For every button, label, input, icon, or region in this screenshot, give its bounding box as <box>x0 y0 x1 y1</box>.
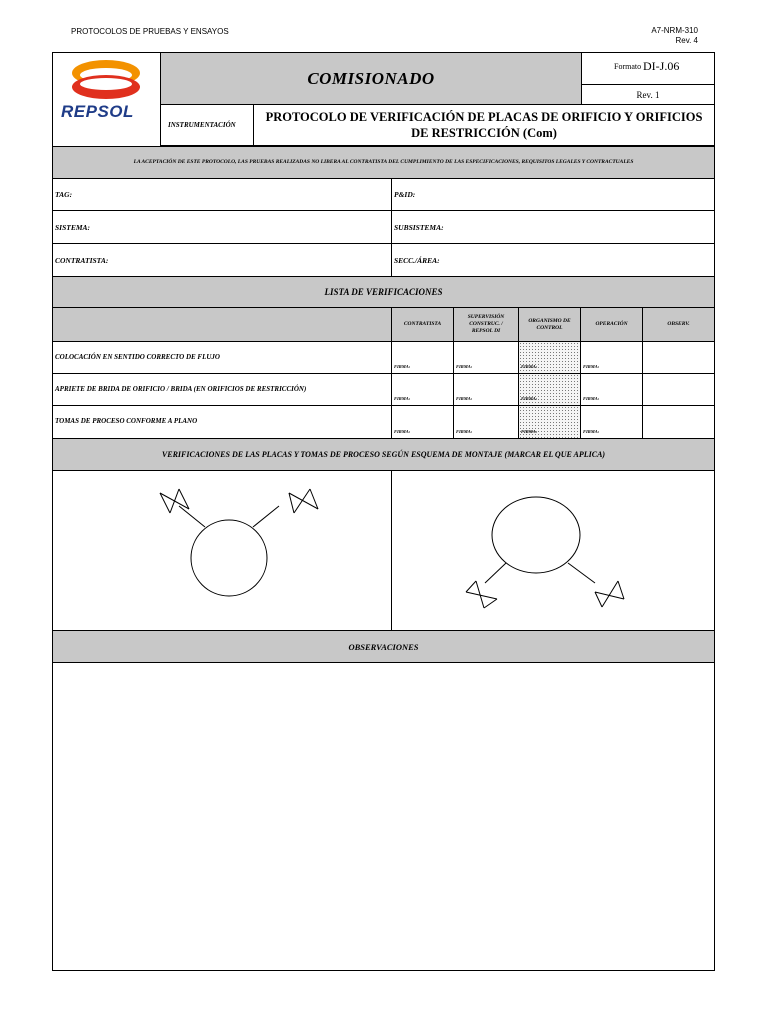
col-organismo-line-2: CONTROL <box>536 324 563 331</box>
acceptance-notice <box>52 146 715 179</box>
firma-label: FIRMA: <box>583 429 600 434</box>
col-supervision-line-3: REPSOL DI <box>471 328 501 334</box>
firma-label: FIRMA: <box>394 364 411 369</box>
signature-cell-supervision[interactable] <box>453 373 519 406</box>
firma-label: FIRMA: <box>456 364 473 369</box>
contratista-field[interactable] <box>52 243 392 277</box>
title-main-cell <box>160 52 582 105</box>
subsistema-field[interactable] <box>391 210 715 244</box>
format-cell <box>581 52 715 85</box>
pid-field[interactable] <box>391 178 715 211</box>
signature-cell-contratista[interactable] <box>391 405 454 439</box>
observations-title: OBSERVACIONES <box>348 641 419 652</box>
col-contratista-label: CONTRATISTA <box>403 321 442 327</box>
firma-label: FIRMA: <box>583 364 600 369</box>
col-header-contratista <box>391 307 454 342</box>
observ-cell[interactable] <box>642 341 715 374</box>
tag-field[interactable] <box>52 178 392 211</box>
tag-label: TAG: <box>55 190 73 199</box>
document-header-title: PROTOCOLOS DE PRUEBAS Y ENSAYOS <box>71 27 229 36</box>
firma-label: FIRMA: <box>394 396 411 401</box>
firma-label: FIRMA: <box>521 396 538 401</box>
checklist-title: LISTA DE VERIFICACIONES <box>324 287 443 297</box>
firma-label: FIRMA: <box>583 396 600 401</box>
signature-cell-supervision[interactable] <box>453 341 519 374</box>
document-code: A7-NRM-310 <box>651 26 698 35</box>
sistema-label: SISTEMA: <box>55 222 91 232</box>
checklist-row-3-label <box>52 405 392 439</box>
signature-cell-organismo[interactable] <box>518 405 581 439</box>
subsistema-label: SUBSISTEMA: <box>394 222 444 232</box>
pid-label: P&ID: <box>394 190 416 199</box>
checklist-header-blank <box>52 307 392 342</box>
signature-cell-organismo[interactable] <box>518 373 581 406</box>
signature-cell-organismo[interactable] <box>518 341 581 374</box>
col-supervision-line-1: SUPERVISIÓN <box>467 314 505 320</box>
observ-cell[interactable] <box>642 373 715 406</box>
firma-label: FIRMA: <box>456 429 473 434</box>
contratista-label: CONTRATISTA: <box>55 255 109 265</box>
sistema-field[interactable] <box>52 210 392 244</box>
checklist-item-label: APRIETE DE BRIDA DE ORIFICIO / BRIDA (EN ORIFICIOS DE RESTRICCIÓN) <box>55 385 307 393</box>
diagram-panel-bottom-taps[interactable] <box>391 470 715 631</box>
discipline-cell <box>160 104 254 146</box>
secc-area-field[interactable] <box>391 243 715 277</box>
firma-label: FIRMA: <box>456 396 473 401</box>
col-header-observ <box>642 307 715 342</box>
format-revision: Rev. 1 <box>636 89 660 100</box>
signature-cell-operacion[interactable] <box>580 373 643 406</box>
orifice-plate-bottom-taps-diagram <box>392 471 714 630</box>
diagram-section-title-cell <box>52 438 715 471</box>
protocol-title-line-1: PROTOCOLO DE VERIFICACIÓN DE PLACAS DE ORIFICIO Y ORIFICIOS <box>265 110 703 124</box>
firma-label: FIRMA: <box>521 364 538 369</box>
firma-label: FIRMA: <box>521 429 538 434</box>
diagram-section-title: VERIFICACIONES DE LAS PLACAS Y TOMAS DE PROCESO SEGÚN ESQUEMA DE MONTAJE (MARCAR EL QUE APLICA) <box>161 450 606 459</box>
observations-area[interactable] <box>52 662 715 971</box>
orifice-plate-top-taps-diagram <box>53 471 391 630</box>
signature-cell-contratista[interactable] <box>391 373 454 406</box>
observations-title-cell <box>52 630 715 663</box>
col-organismo-line-1: ORGANISMO DE <box>528 317 571 324</box>
document-revision: Rev. 4 <box>675 36 698 45</box>
acceptance-notice-text: LA ACEPTACIÓN DE ESTE PROTOCOLO, LAS PRUEBAS REALIZADAS NO LIBERA AL CONTRATISTA DEL CUMPLIMIENTO DE LAS ESPECIFICACIONES, REQUISITOS LEGALES Y CONTRACTUALES <box>133 159 634 165</box>
repsol-logo-text: REPSOL <box>61 102 134 121</box>
document-code-block <box>651 26 698 46</box>
signature-cell-operacion[interactable] <box>580 405 643 439</box>
checklist-item-label: TOMAS DE PROCESO CONFORME A PLANO <box>55 417 198 425</box>
secc-area-label: SECC./ÁREA: <box>394 255 440 265</box>
observ-cell[interactable] <box>642 405 715 439</box>
col-header-organismo <box>518 307 581 342</box>
signature-cell-supervision[interactable] <box>453 405 519 439</box>
checklist-row-1-label <box>52 341 392 374</box>
format-label: Formato <box>614 62 642 71</box>
firma-label: FIRMA: <box>394 429 411 434</box>
col-operacion-label: OPERACIÓN <box>595 321 628 327</box>
checklist-row-2-label <box>52 373 392 406</box>
col-observ-label: OBSERV. <box>667 321 690 327</box>
col-header-supervision <box>453 307 519 342</box>
col-supervision-line-2: CONSTRUC. / <box>469 321 503 327</box>
protocol-title-cell <box>253 104 715 146</box>
discipline-label: INSTRUMENTACIÓN <box>168 121 236 129</box>
signature-cell-contratista[interactable] <box>391 341 454 374</box>
format-rev-cell <box>581 84 715 105</box>
checklist-title-cell <box>52 276 715 308</box>
diagram-panel-top-taps[interactable] <box>52 470 392 631</box>
protocol-title-line-2: DE RESTRICCIÓN (Com) <box>411 126 557 140</box>
signature-cell-operacion[interactable] <box>580 341 643 374</box>
format-value: DI-J.06 <box>643 59 680 73</box>
page-title: COMISIONADO <box>307 68 435 88</box>
col-header-operacion <box>580 307 643 342</box>
checklist-item-label: COLOCACIÓN EN SENTIDO CORRECTO DE FLUJO <box>55 353 220 361</box>
